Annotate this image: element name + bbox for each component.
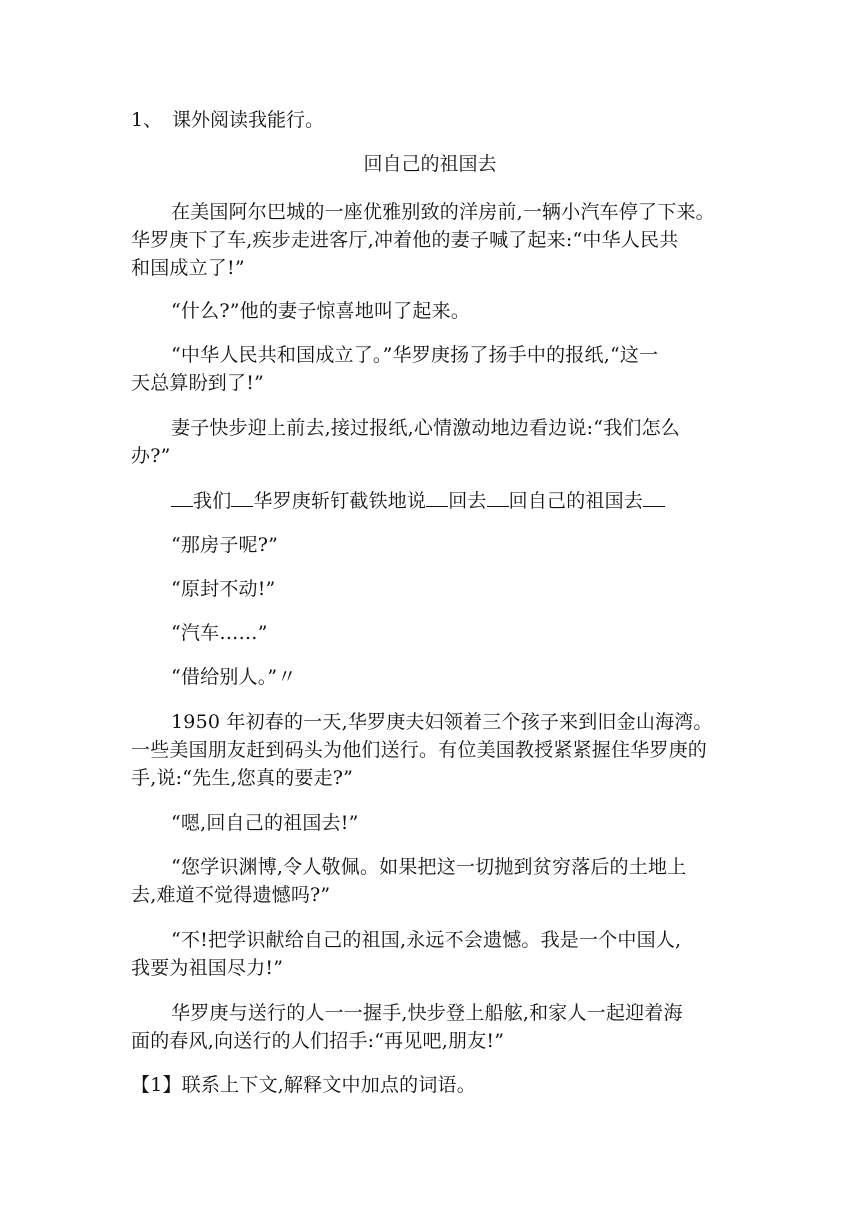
passage-line: 妻子快步迎上前去,接过报纸,心情激动地边看边说:“我们怎么 [171, 417, 680, 439]
passage-line: 去,难道不觉得遗憾吗?” [131, 884, 331, 906]
passage-line: 华罗庚下了车,疾步走进客厅,冲着他的妻子喊了起来:“中华人民共 [131, 229, 679, 251]
passage-line: “不!把学识献给自己的祖国,永远不会遗憾。我是一个中国人, [171, 929, 682, 951]
sub-question-label: 【1】联系上下文,解释文中加点的词语。 [131, 1074, 476, 1096]
blank-line-segment: 回去 [448, 490, 487, 512]
passage-line: “借给别人。”〃 [171, 666, 297, 688]
blank-line-segment: 回自己的祖国去 [508, 490, 644, 512]
punctuation-blank[interactable] [426, 488, 448, 507]
passage-line: “嗯,回自己的祖国去!” [171, 812, 359, 834]
question-instruction: 课外阅读我能行。 [172, 109, 325, 131]
passage-title: 回自己的祖国去 [363, 153, 497, 175]
passage-line: “中华人民共和国成立了。”华罗庚扬了扬手中的报纸,“这一 [171, 344, 659, 366]
passage-line: 手,说:“先生,您真的要走?” [131, 767, 354, 789]
passage-line: 华罗庚与送行的人一一握手,快步登上船舷,和家人一起迎着海 [171, 1002, 683, 1024]
punctuation-blank[interactable] [171, 488, 193, 507]
question-number: 1、 [131, 109, 163, 131]
passage-line: 我要为祖国尽力!” [131, 957, 284, 979]
passage-line: 1950 年初春的一天,华罗庚夫妇领着三个孩子来到旧金山海湾。 [171, 711, 713, 733]
passage-line: “什么?”他的妻子惊喜地叫了起来。 [171, 300, 471, 322]
punctuation-blank[interactable] [643, 488, 665, 507]
passage-line: 和国成立了!” [131, 257, 245, 279]
passage-line: 办?” [131, 445, 171, 467]
passage-line: “您学识渊博,令人敬佩。如果把这一切抛到贫穷落后的土地上 [171, 856, 687, 878]
punctuation-blank[interactable] [231, 488, 253, 507]
passage-line: “那房子呢?” [171, 534, 279, 556]
blank-line-segment: 我们 [193, 490, 232, 512]
punctuation-blank[interactable] [487, 488, 509, 507]
passage-line: “汽车……” [171, 622, 268, 644]
passage-line: “原封不动!” [171, 578, 276, 600]
passage-line: 面的春风,向送行的人们招手:“再见吧,朋友!” [131, 1030, 505, 1052]
passage-line: 一些美国朋友赶到码头为他们送行。有位美国教授紧紧握住华罗庚的 [131, 739, 708, 761]
fill-in-blank-line [171, 487, 665, 515]
passage-line: 在美国阿尔巴城的一座优雅别致的洋房前,一辆小汽车停了下来。 [171, 201, 715, 223]
passage-line: 天总算盼到了!” [131, 372, 264, 394]
blank-line-segment: 华罗庚斩钉截铁地说 [253, 490, 427, 512]
